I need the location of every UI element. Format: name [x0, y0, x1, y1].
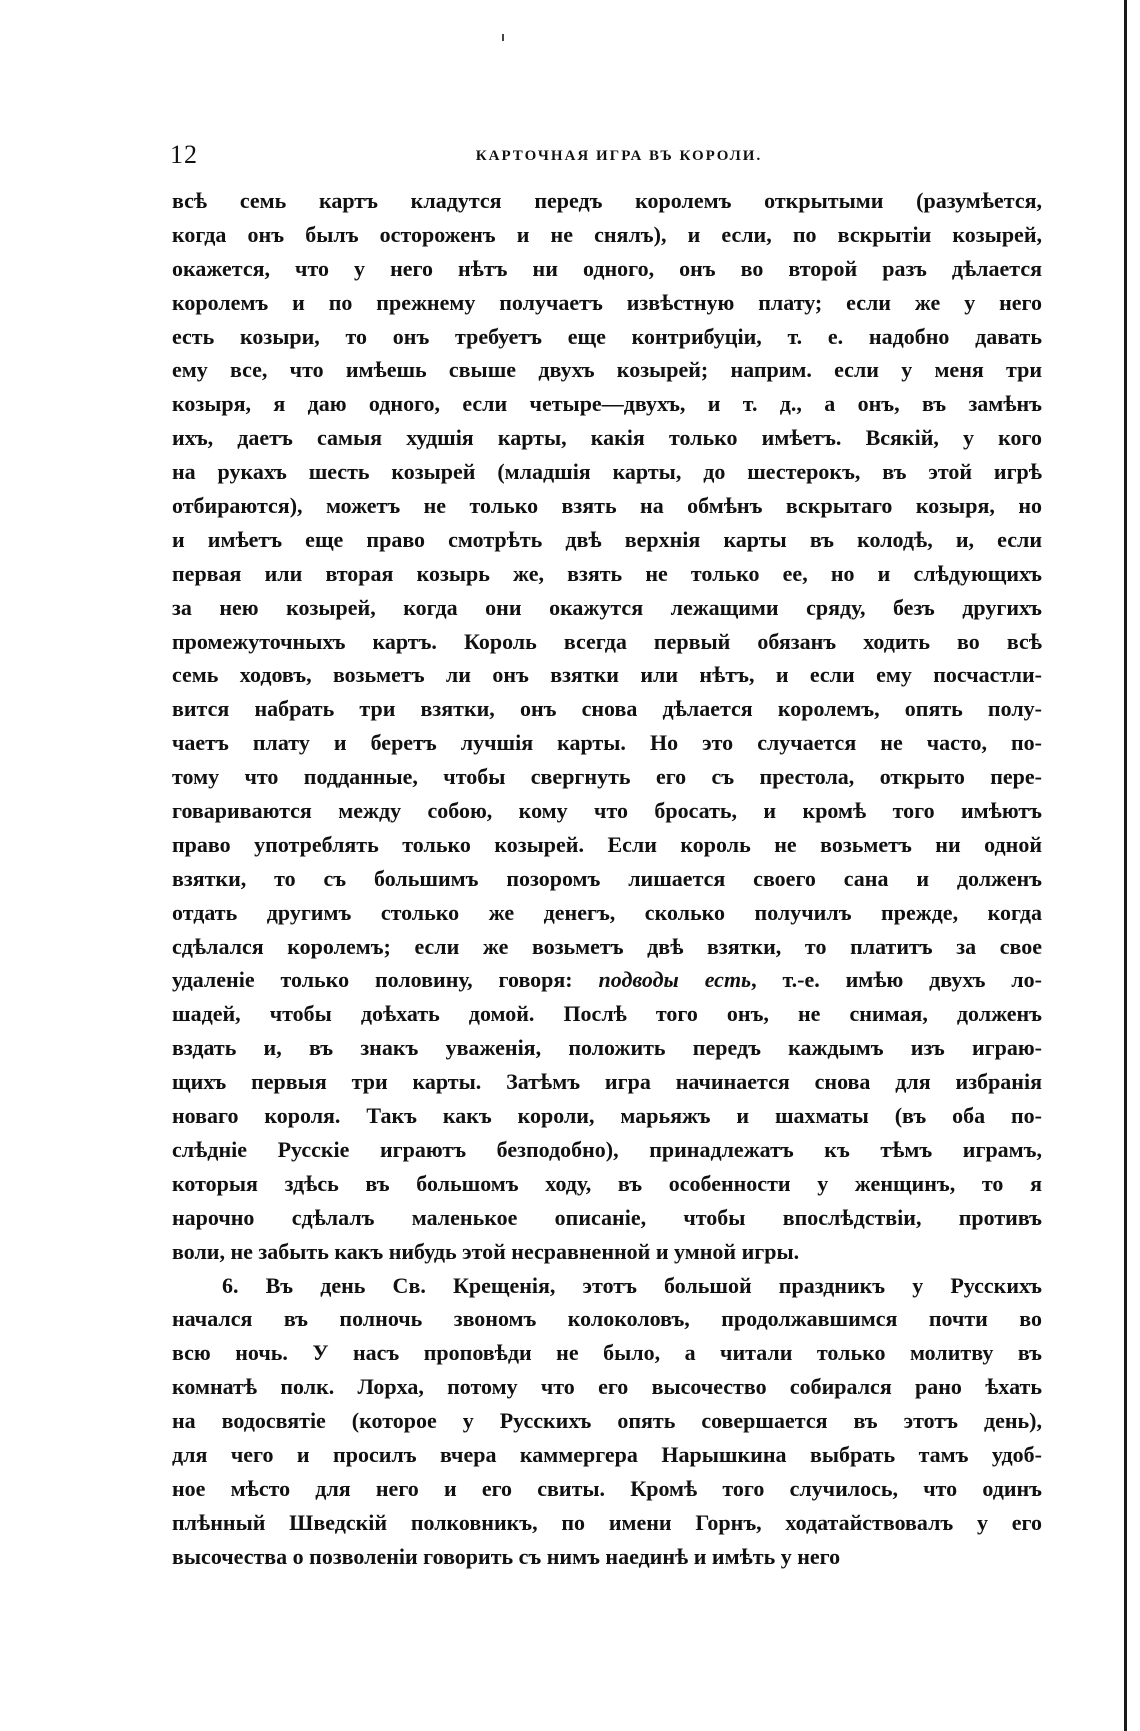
- text-line: королемъ и по прежнему получаетъ извѣстную плату; если же у него: [172, 289, 1042, 315]
- text-line: когда онъ былъ остороженъ и не снялъ), и если, по вскрытіи козырей,: [172, 221, 1042, 247]
- text-line: отбираются), можетъ не только взять на обмѣнъ вскрытаго козыря, но: [172, 493, 1042, 519]
- text-line: взятки, то съ большимъ позоромъ лишается своего сана и долженъ: [172, 865, 1042, 891]
- body-text: [172, 184, 1042, 1574]
- text-line: окажется, что у него нѣтъ ни одного, онъ во второй разъ дѣлается: [172, 255, 1042, 281]
- text-line: тому что подданные, чтобы свергнуть его съ престола, открыто пере-: [172, 764, 1042, 790]
- text-line: для чего и просилъ вчера каммергера Нарышкина выбрать тамъ удоб-: [172, 1441, 1042, 1467]
- text-line: воли, не забыть какъ нибудь этой несравненной и умной игры.: [172, 1238, 800, 1264]
- text-line: которыя здѣсь въ большомъ ходу, въ особенности у женщинъ, то я: [172, 1170, 1042, 1196]
- text-line: на водосвятіе (которое у Русскихъ опять совершается въ этотъ день),: [172, 1408, 1042, 1434]
- text-line: нарочно сдѣлалъ маленькое описаніе, чтобы впослѣдствіи, противъ: [172, 1204, 1042, 1230]
- text-line: начался въ полночь звономъ колоколовъ, продолжавшимся почти во: [172, 1306, 1042, 1332]
- text-line: и имѣетъ еще право смотрѣть двѣ верхнія карты въ колодѣ, и, если: [172, 526, 1042, 552]
- ink-speck: [502, 34, 504, 41]
- text-line: ему все, что имѣешь свыше двухъ козырей; наприм. если у меня три: [172, 357, 1042, 383]
- text-line: слѣдніе Русскіе играютъ безподобно), принадлежатъ къ тѣмъ играмъ,: [172, 1136, 1042, 1162]
- text-line: ное мѣсто для него и его свиты. Кромѣ того случилось, что одинъ: [172, 1475, 1042, 1501]
- page-edge: [1124, 0, 1127, 1731]
- italic-phrase: подводы есть: [598, 967, 752, 993]
- text-line: семь ходовъ, возьметъ ли онъ взятки или нѣтъ, и если ему посчастли-: [172, 662, 1042, 688]
- text-line: комнатѣ полк. Лорха, потому что его высочество собирался рано ѣхать: [172, 1374, 1042, 1400]
- text-line: отдать другимъ столько же денегъ, сколько получилъ прежде, когда: [172, 899, 1042, 925]
- text-line: вится набрать три взятки, онъ снова дѣлается королемъ, опять полу-: [172, 696, 1042, 722]
- text-line: чаетъ плату и беретъ лучшія карты. Но это случается не часто, по-: [172, 730, 1042, 756]
- text-line: шадей, чтобы доѣхать домой. Послѣ того онъ, не снимая, долженъ: [172, 1001, 1042, 1027]
- text-line: ихъ, даетъ самыя худшія карты, какія только имѣетъ. Всякій, у кого: [172, 425, 1042, 451]
- text-line: 6. Въ день Св. Крещенія, этотъ большой праздникъ у Русскихъ: [222, 1272, 1042, 1298]
- text-line: всю ночь. У насъ проповѣди не было, а читали только молитву въ: [172, 1340, 1042, 1366]
- text-line: высочества о позволеніи говорить съ нимъ наединѣ и имѣть у него: [172, 1543, 841, 1569]
- text-line: на рукахъ шесть козырей (младшія карты, до шестерокъ, въ этой игрѣ: [172, 459, 1042, 485]
- running-title: КАРТОЧНАЯ ИГРА ВЪ КОРОЛИ.: [475, 148, 763, 164]
- text-line: козыря, я даю одного, если четыре—двухъ, и т. д., а онъ, въ замѣнъ: [172, 391, 1042, 417]
- text-line: первая или вторая козырь же, взять не только ее, но и слѣдующихъ: [172, 560, 1042, 586]
- page-number: 12: [170, 140, 198, 169]
- text-line: право употреблять только козырей. Если король не возьметъ ни одной: [172, 831, 1042, 857]
- text-line: удаленіе только половину, говоря: подводы есть, т.-е. имѣю двухъ ло-: [172, 967, 1042, 993]
- text-line: есть козыри, то онъ требуетъ еще контрибуціи, т. е. надобно давать: [172, 323, 1042, 349]
- text-line: новаго короля. Такъ какъ короли, марьяжъ и шахматы (въ оба по-: [172, 1103, 1042, 1129]
- text-line: плѣнный Шведскій полковникъ, по имени Горнъ, ходатайствовалъ у его: [172, 1509, 1042, 1535]
- page-header: [170, 140, 1068, 176]
- text-line: вздать и, въ знакъ уваженія, положить передъ каждымъ изъ играю-: [172, 1035, 1042, 1061]
- text-line: всѣ семь картъ кладутся передъ королемъ открытыми (разумѣется,: [172, 188, 1042, 213]
- text-line: сдѣлался королемъ; если же возьметъ двѣ взятки, то платитъ за свое: [172, 933, 1042, 959]
- text-line: говариваются между собою, кому что бросать, и кромѣ того имѣютъ: [172, 798, 1042, 824]
- text-line: щихъ первыя три карты. Затѣмъ игра начинается снова для избранія: [172, 1069, 1042, 1095]
- text-line: промежуточныхъ картъ. Король всегда первый обязанъ ходить во всѣ: [172, 628, 1042, 654]
- text-line: за нею козырей, когда они окажутся лежащими сряду, безъ другихъ: [172, 594, 1042, 620]
